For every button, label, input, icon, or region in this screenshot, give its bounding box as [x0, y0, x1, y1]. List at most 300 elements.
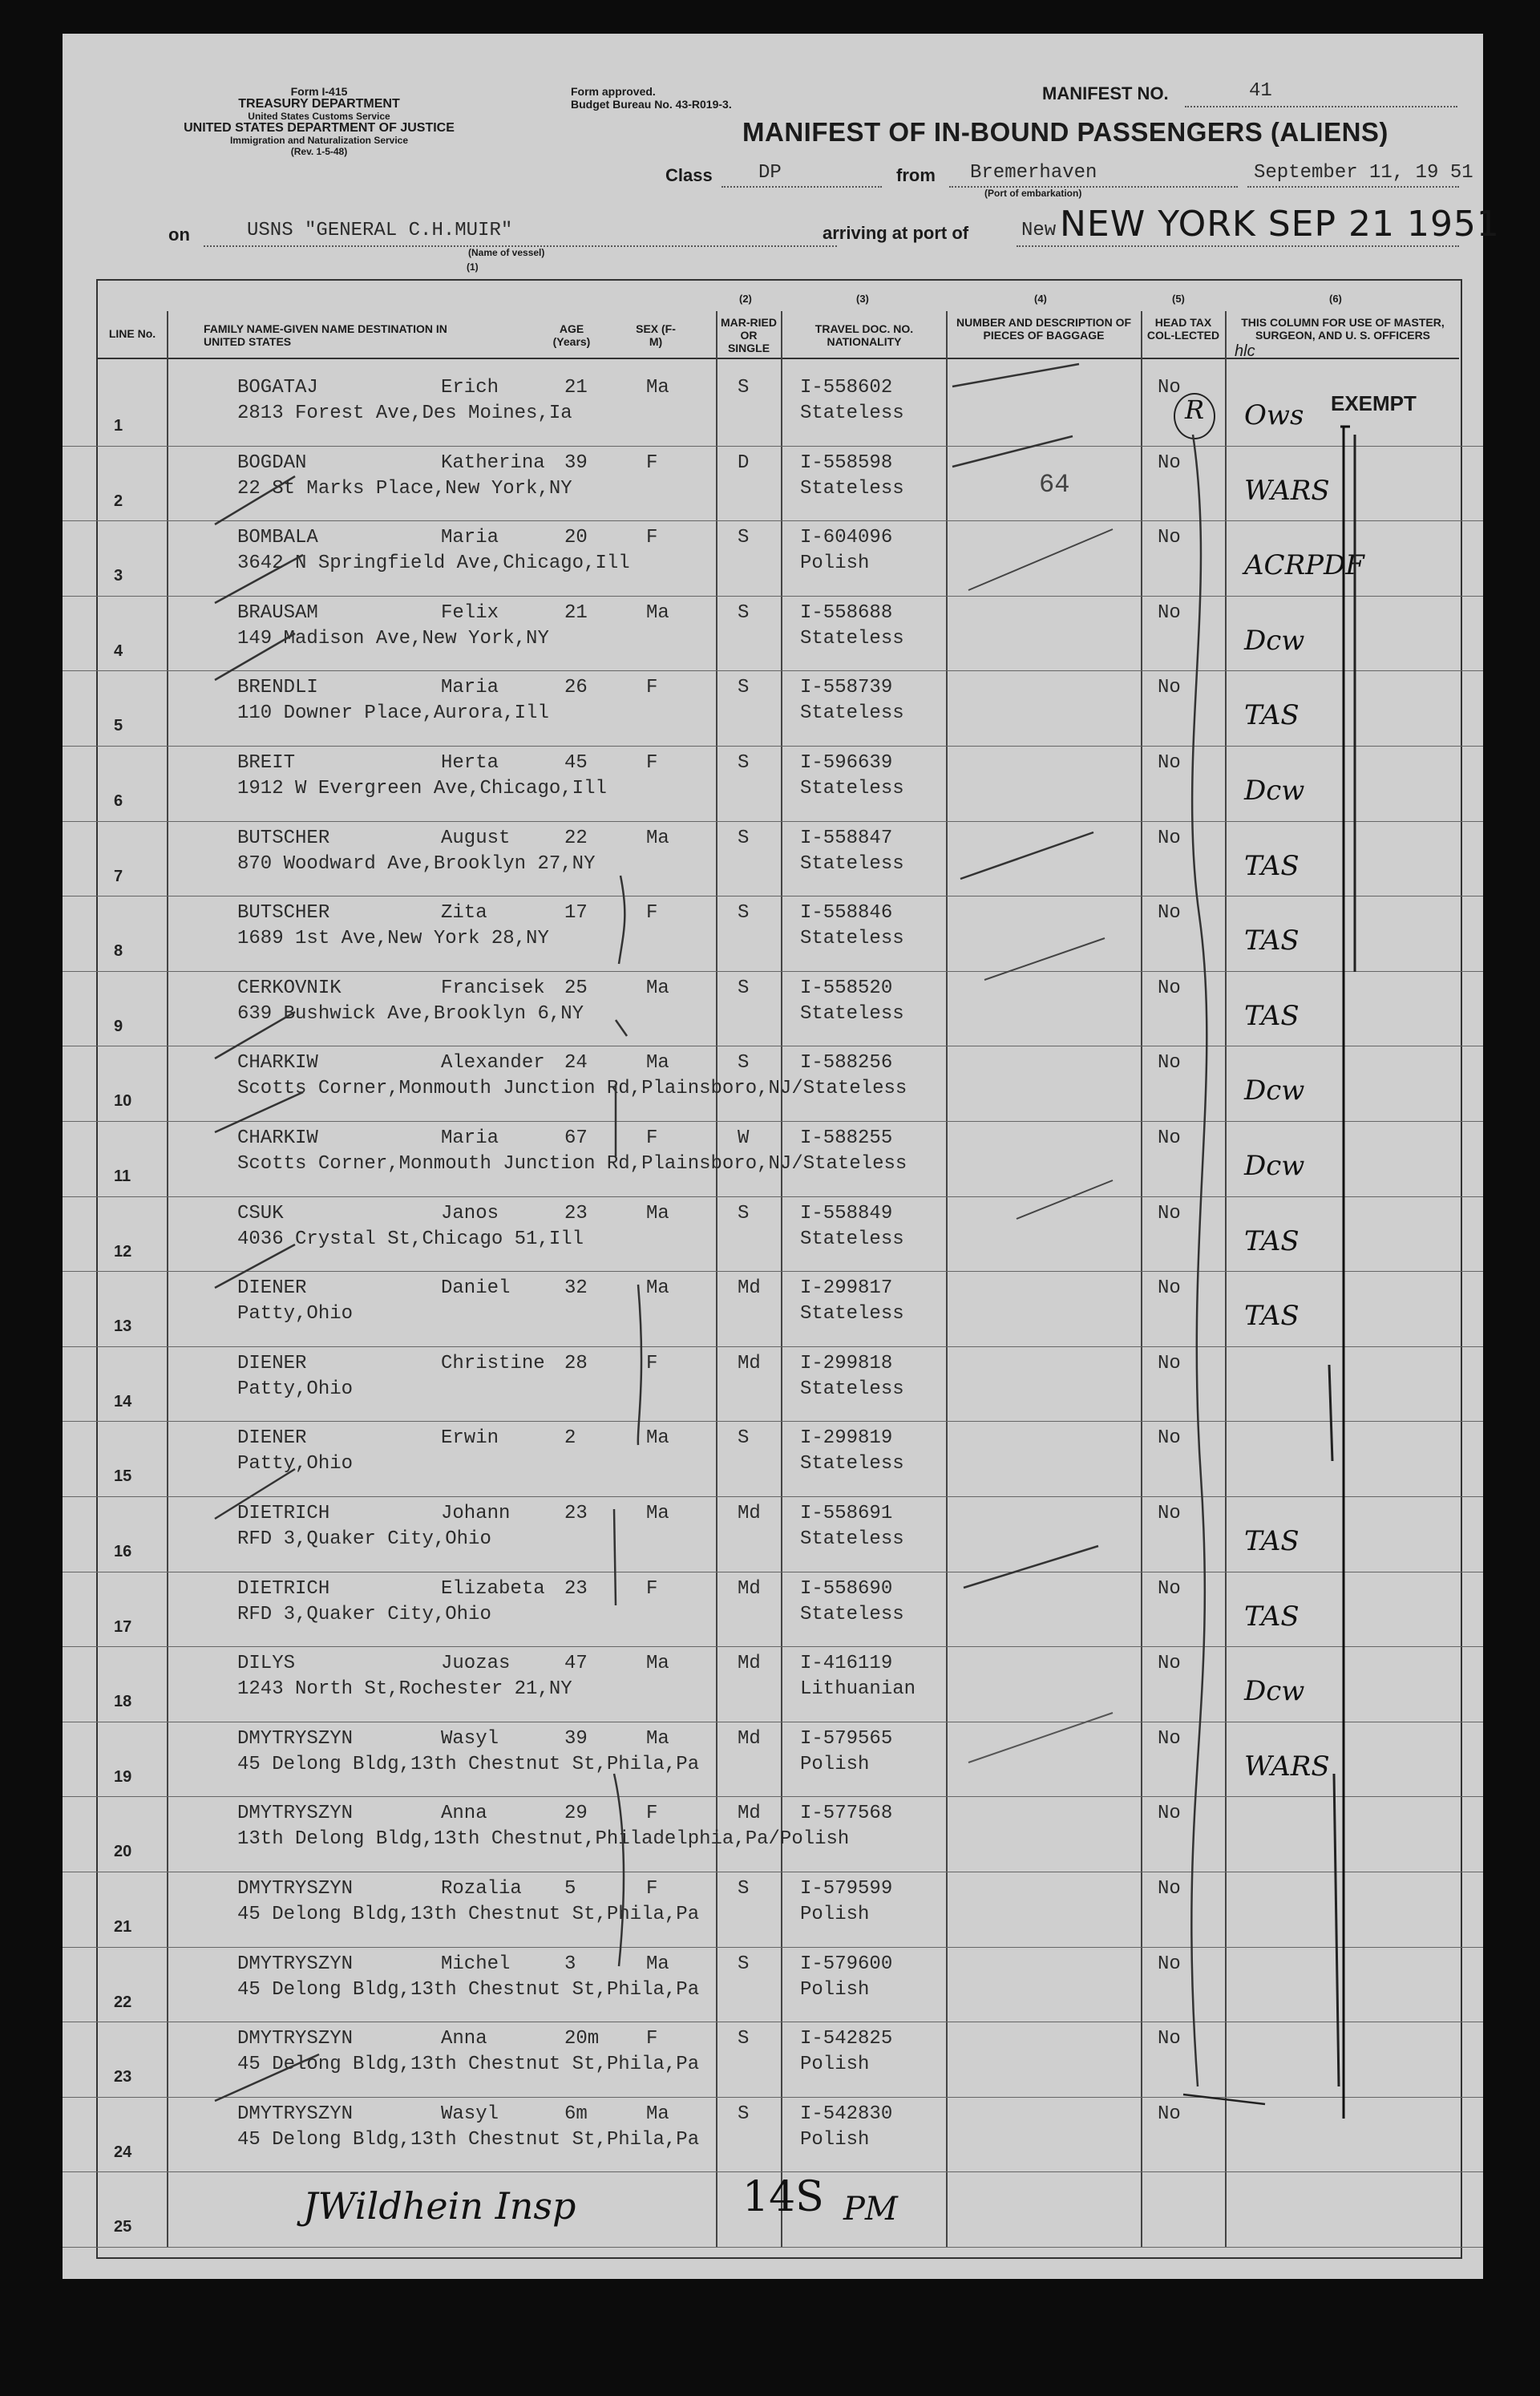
cell-given: Zita	[441, 902, 487, 925]
officer-note: TAS	[1244, 1525, 1300, 1557]
cell-marital: S	[738, 1202, 750, 1224]
name-slash	[215, 2054, 319, 2101]
cell-doc: I-596639	[800, 752, 893, 774]
cell-dest: Patty,Ohio	[237, 1378, 354, 1400]
cell-doc: I-299819	[800, 1427, 893, 1450]
officer-note: TAS	[1244, 849, 1300, 882]
col-num-3: (3)	[856, 293, 869, 305]
handwritten-strokes	[63, 34, 1483, 2279]
cell-dest: 1243 North St,Rochester 21,NY	[237, 1678, 572, 1701]
cell-doc: I-558598	[800, 451, 893, 474]
cell-marital: S	[738, 2028, 750, 2050]
cell-nationality: Stateless	[800, 1303, 904, 1325]
baggage-slash	[952, 364, 1079, 387]
cell-nationality: Stateless	[800, 1603, 904, 1625]
col-officers: THIS COLUMN FOR USE OF MASTER, SURGEON, AND U. S. OFFICERS	[1241, 316, 1445, 342]
col-num-4: (4)	[1034, 293, 1047, 305]
officer-note: TAS	[1244, 1600, 1300, 1633]
cell-dest: 45 Delong Bldg,13th Chestnut St,Phila,Pa	[237, 2054, 700, 2076]
cell-doc: I-558688	[800, 601, 893, 624]
cell-given: Erwin	[441, 1427, 499, 1450]
cell-dest: Patty,Ohio	[237, 1453, 354, 1475]
cell-sex: F	[646, 1352, 658, 1374]
sex-bracket	[614, 1509, 616, 1605]
cell-name: BOGATAJ	[237, 377, 318, 399]
cell-doc: I-558602	[800, 377, 893, 399]
cell-age: 5	[564, 1878, 576, 1900]
sex-bracket	[614, 1774, 624, 1966]
cell-doc: I-299817	[800, 1277, 893, 1300]
cell-nationality: Stateless	[800, 627, 904, 650]
cell-sex: Ma	[646, 1052, 669, 1075]
cell-age: 25	[564, 977, 588, 999]
cell-age: 2	[564, 1427, 576, 1450]
cell-dest: RFD 3,Quaker City,Ohio	[237, 1603, 491, 1625]
from-label: from	[896, 165, 936, 185]
cell-dest: 1912 W Evergreen Ave,Chicago,Ill	[237, 778, 607, 799]
cell-name: DMYTRYSZYN	[237, 1803, 354, 1825]
cell-name: CSUK	[237, 1202, 284, 1224]
cell-dest: 1689 1st Ave,New York 28,NY	[237, 928, 549, 950]
cell-nationality: Stateless	[800, 1228, 904, 1250]
cell-tax: No	[1158, 677, 1181, 699]
cell-doc: I-579599	[800, 1878, 893, 1900]
cell-given: Maria	[441, 527, 499, 549]
cell-sex: F	[646, 752, 658, 774]
name-slash	[215, 1245, 295, 1288]
col-num-5: (5)	[1172, 293, 1185, 305]
cell-age: 23	[564, 1202, 588, 1224]
cell-sex: F	[646, 1803, 658, 1825]
cell-given: Alexander	[441, 1052, 545, 1075]
cell-name: CERKOVNIK	[237, 977, 342, 999]
cell-marital: S	[738, 2103, 750, 2125]
baggage-slash	[960, 832, 1093, 879]
officer-note: TAS	[1244, 699, 1300, 732]
cell-marital: Md	[738, 1803, 761, 1825]
cell-given: Christine	[441, 1352, 545, 1374]
line-number: 19	[114, 1767, 132, 1786]
name-slash	[215, 476, 295, 524]
cell-given: Katherina	[441, 451, 545, 474]
cell-doc: I-588256	[800, 1052, 893, 1075]
cell-sex: F	[646, 1127, 658, 1149]
cell-nationality: Stateless	[800, 403, 904, 424]
cell-tax: No	[1158, 1653, 1181, 1675]
baggage-slash	[968, 529, 1113, 590]
cell-name: BOGDAN	[237, 451, 307, 474]
cell-nationality: Polish	[800, 1978, 870, 2001]
treasury-department: TREASURY DEPARTMENT	[238, 97, 400, 111]
cell-dest: 45 Delong Bldg,13th Chestnut St,Phila,Pa	[237, 1904, 700, 1925]
exempt-stamp: EXEMPT	[1331, 391, 1417, 415]
cell-doc: I-558690	[800, 1577, 893, 1600]
officer-bracket	[1334, 1774, 1339, 2086]
cell-name: CHARKIW	[237, 1052, 318, 1075]
cell-tax: No	[1158, 1953, 1181, 1975]
manifest-sheet	[63, 34, 1500, 2279]
line-number: 2	[114, 492, 123, 510]
cell-tax: No	[1158, 752, 1181, 774]
cell-marital: S	[738, 377, 750, 399]
cell-name: BREIT	[237, 752, 296, 774]
col-age: AGE (Years)	[552, 322, 591, 348]
cell-name: DIENER	[237, 1277, 307, 1300]
cell-age: 47	[564, 1653, 588, 1675]
cell-tax: No	[1158, 1127, 1181, 1149]
cell-doc: I-416119	[800, 1653, 893, 1675]
cell-tax: No	[1158, 1577, 1181, 1600]
officer-note: TAS	[1244, 1224, 1300, 1257]
line-number: 22	[114, 1993, 132, 2011]
cell-name: BUTSCHER	[237, 827, 330, 849]
cell-tax: No	[1158, 1052, 1181, 1075]
officer-bracket	[1329, 1365, 1332, 1461]
cell-dest: 45 Delong Bldg,13th Chestnut St,Phila,Pa	[237, 1753, 700, 1775]
cell-sex: Ma	[646, 1727, 669, 1750]
vessel-caption: (Name of vessel)	[468, 247, 545, 258]
cell-given: Francisek	[441, 977, 545, 999]
cell-doc: I-558739	[800, 677, 893, 699]
cell-nationality: Stateless	[800, 702, 904, 725]
cell-doc: I-558691	[800, 1503, 893, 1524]
cell-nationality: Polish	[800, 2128, 870, 2151]
cell-age: 67	[564, 1127, 588, 1149]
customs-service: United States Customs Service	[248, 111, 390, 122]
cell-sex: Ma	[646, 827, 669, 849]
cell-tax: No	[1158, 2103, 1181, 2125]
from-value: Bremerhaven	[970, 162, 1097, 184]
cell-given: Wasyl	[441, 2103, 499, 2125]
justice-department: UNITED STATES DEPARTMENT OF JUSTICE	[184, 121, 455, 135]
class-value: DP	[758, 162, 782, 184]
cell-nationality: Stateless	[800, 778, 904, 799]
cell-name: CHARKIW	[237, 1127, 318, 1149]
cell-marital: S	[738, 1878, 750, 1900]
cell-nationality: Stateless	[800, 1002, 904, 1025]
cell-sex: Ma	[646, 2103, 669, 2125]
col-sex: SEX (F-M)	[636, 322, 676, 348]
cell-doc: I-542830	[800, 2103, 893, 2125]
cell-sex: Ma	[646, 1202, 669, 1224]
officer-note: Dcw	[1244, 1150, 1305, 1182]
cell-sex: F	[646, 902, 658, 925]
officer-note: WARS	[1244, 474, 1330, 507]
cell-doc: I-558846	[800, 902, 893, 925]
cell-nationality: Polish	[800, 2054, 870, 2076]
cell-marital: S	[738, 1427, 750, 1450]
cell-sex: Ma	[646, 1953, 669, 1975]
approval-line-1: Form approved.	[571, 85, 656, 98]
approval-line-2: Budget Bureau No. 43-R019-3.	[571, 98, 732, 111]
cell-given: August	[441, 827, 511, 849]
sex-bracket	[638, 1285, 641, 1445]
cell-name: DIETRICH	[237, 1577, 330, 1600]
cell-nationality: Polish	[800, 552, 870, 575]
page-title: MANIFEST OF IN-BOUND PASSENGERS (ALIENS)	[742, 117, 1388, 147]
officer-note: WARS	[1244, 1750, 1330, 1783]
cell-age: 17	[564, 902, 588, 925]
cell-marital: S	[738, 752, 750, 774]
cell-name: DMYTRYSZYN	[237, 1727, 354, 1750]
officer-note: Dcw	[1244, 1075, 1305, 1107]
on-label: on	[168, 225, 190, 245]
cell-dest: Scotts Corner,Monmouth Junction Rd,Plainsboro,NJ/Stateless	[237, 1078, 907, 1100]
cell-name: BOMBALA	[237, 527, 318, 549]
cell-sex: F	[646, 2028, 658, 2050]
cell-given: Janos	[441, 1202, 499, 1224]
cell-given: Wasyl	[441, 1727, 499, 1750]
cell-marital: S	[738, 1953, 750, 1975]
name-slash	[215, 1092, 303, 1132]
cell-name: BUTSCHER	[237, 902, 330, 925]
cell-tax: No	[1158, 1878, 1181, 1900]
cell-doc: I-299818	[800, 1352, 893, 1374]
line-number: 18	[114, 1693, 132, 1711]
cell-dest: Scotts Corner,Monmouth Junction Rd,Plainsboro,NJ/Stateless	[237, 1153, 907, 1175]
departure-date: September 11, 19 51	[1254, 162, 1473, 184]
cell-given: Johann	[441, 1503, 511, 1524]
line-number: 12	[114, 1242, 132, 1261]
cell-tax: No	[1158, 601, 1181, 624]
cell-given: Rozalia	[441, 1878, 522, 1900]
line-number: 23	[114, 2068, 132, 2086]
name-slash	[215, 1469, 295, 1519]
cell-given: Michel	[441, 1953, 511, 1975]
cell-marital: S	[738, 677, 750, 699]
cell-sex: F	[646, 527, 658, 549]
sex-bracket	[616, 1020, 627, 1036]
cell-dest: 3642 N Springfield Ave,Chicago,Ill	[237, 552, 630, 575]
officer-note: Dcw	[1244, 1675, 1305, 1708]
cell-nationality: Polish	[800, 1753, 870, 1775]
line-number: 25	[114, 2218, 132, 2236]
inspector-signature: JWildhein Insp	[303, 2184, 576, 2228]
cell-given: Anna	[441, 1803, 487, 1825]
vessel-name: USNS "GENERAL C.H.MUIR"	[247, 220, 513, 241]
name-slash	[215, 633, 295, 680]
line-number: 1	[114, 417, 123, 435]
col-travel-doc: TRAVEL DOC. NO. NATIONALITY	[814, 322, 914, 348]
cell-marital: D	[738, 451, 750, 474]
line-number: 9	[114, 1017, 123, 1035]
immigration-service: Immigration and Naturalization Service	[229, 135, 409, 146]
cell-sex: Ma	[646, 1503, 669, 1524]
line-number: 10	[114, 1092, 132, 1111]
cell-given: Erich	[441, 377, 499, 399]
bottom-count: 14S	[742, 2173, 824, 2221]
cell-doc: I-542825	[800, 2028, 893, 2050]
cell-name: DMYTRYSZYN	[237, 2103, 354, 2125]
cell-tax: No	[1158, 451, 1181, 474]
cell-dest: Patty,Ohio	[237, 1303, 354, 1325]
cell-marital: S	[738, 902, 750, 925]
manifest-no-value: 41	[1249, 80, 1272, 102]
cell-marital: Md	[738, 1577, 761, 1600]
cell-doc: I-579600	[800, 1953, 893, 1975]
cell-dest: 45 Delong Bldg,13th Chestnut St,Phila,Pa	[237, 1978, 700, 2001]
cell-tax: No	[1158, 1727, 1181, 1750]
cell-tax: No	[1158, 1202, 1181, 1224]
cell-tax: No	[1158, 827, 1181, 849]
cell-nationality: Stateless	[800, 928, 904, 950]
cell-given: Maria	[441, 1127, 499, 1149]
col-head-tax: HEAD TAX COL-LECTED	[1146, 316, 1220, 342]
cell-nationality: Stateless	[800, 1528, 904, 1550]
cell-given: Maria	[441, 677, 499, 699]
cell-tax: No	[1158, 377, 1181, 399]
line-number: 8	[114, 942, 123, 961]
arriving-label: arriving at port of	[823, 223, 969, 243]
cell-age: 39	[564, 451, 588, 474]
cell-age: 23	[564, 1577, 588, 1600]
col-name-destination: FAMILY NAME-GIVEN NAME DESTINATION IN UNITED STATES	[204, 322, 447, 348]
cell-dest: 870 Woodward Ave,Brooklyn 27,NY	[237, 852, 596, 875]
cell-sex: F	[646, 677, 658, 699]
cell-doc: I-558520	[800, 977, 893, 999]
col-num-2: (2)	[739, 293, 752, 305]
head-tax-mark: R	[1174, 393, 1215, 439]
cell-sex: Ma	[646, 977, 669, 999]
cell-nationality: Stateless	[800, 1453, 904, 1475]
name-slash	[215, 555, 303, 603]
officer-note: Dcw	[1244, 624, 1305, 657]
cell-dest: 110 Downer Place,Aurora,Ill	[237, 702, 549, 725]
baggage-slash	[952, 436, 1073, 467]
hlc-mark: hlc	[1235, 342, 1255, 360]
cell-sex: F	[646, 1577, 658, 1600]
line-number: 21	[114, 1918, 132, 1936]
cell-age: 3	[564, 1953, 576, 1975]
cell-age: 32	[564, 1277, 588, 1300]
cell-dest: 45 Delong Bldg,13th Chestnut St,Phila,Pa	[237, 2128, 700, 2151]
cell-name: DMYTRYSZYN	[237, 2028, 354, 2050]
cell-name: DMYTRYSZYN	[237, 1953, 354, 1975]
cell-doc: I-604096	[800, 527, 893, 549]
cell-nationality: Stateless	[800, 852, 904, 875]
cell-doc: I-579565	[800, 1727, 893, 1750]
line-number: 14	[114, 1392, 132, 1410]
col-married: MAR-RIED OR SINGLE	[721, 316, 777, 354]
line-number: 7	[114, 867, 123, 885]
cell-age: 39	[564, 1727, 588, 1750]
cell-dest: 13th Delong Bldg,13th Chestnut,Philadelphia,Pa/Polish	[237, 1828, 850, 1851]
cell-name: DIETRICH	[237, 1503, 330, 1524]
cell-sex: F	[646, 451, 658, 474]
cell-tax: No	[1158, 2028, 1181, 2050]
cell-nationality: Polish	[800, 1904, 870, 1925]
cell-age: 6m	[564, 2103, 588, 2125]
cell-name: DIENER	[237, 1427, 307, 1450]
cell-age: 26	[564, 677, 588, 699]
bottom-initials: PM	[843, 2191, 898, 2228]
cell-dest: RFD 3,Quaker City,Ohio	[237, 1528, 491, 1550]
cell-given: Daniel	[441, 1277, 511, 1300]
cell-marital: W	[738, 1127, 750, 1149]
cell-dest: 149 Madison Ave,New York,NY	[237, 627, 549, 650]
cell-tax: No	[1158, 1803, 1181, 1825]
cell-age: 45	[564, 752, 588, 774]
cell-nationality: Stateless	[800, 477, 904, 500]
cell-name: BRAUSAM	[237, 601, 318, 624]
line-number: 17	[114, 1617, 132, 1636]
cell-name: BRENDLI	[237, 677, 318, 699]
cell-name: DILYS	[237, 1653, 296, 1675]
cell-age: 22	[564, 827, 588, 849]
head-tax-wave	[1191, 435, 1207, 2086]
col-baggage: NUMBER AND DESCRIPTION OF PIECES OF BAGGAGE	[956, 316, 1132, 342]
cell-dest: 4036 Crystal St,Chicago 51,Ill	[237, 1228, 584, 1250]
cell-tax: No	[1158, 1352, 1181, 1374]
cell-tax: No	[1158, 1503, 1181, 1524]
arrival-stamp: NEW YORK SEP 21 1951	[1060, 204, 1500, 245]
cell-doc: I-558847	[800, 827, 893, 849]
col-num-1: (1)	[467, 261, 479, 273]
baggage-slash	[984, 938, 1105, 980]
col-num-6: (6)	[1329, 293, 1342, 305]
baggage-slash	[1017, 1180, 1113, 1219]
exempt-line	[1340, 427, 1350, 2119]
cell-tax: No	[1158, 977, 1181, 999]
name-slash	[215, 1012, 295, 1058]
cell-doc: I-558849	[800, 1202, 893, 1224]
cell-dest: 639 Bushwick Ave,Brooklyn 6,NY	[237, 1002, 584, 1025]
form-revision: (Rev. 1-5-48)	[290, 146, 348, 157]
cell-marital: Md	[738, 1277, 761, 1300]
line-number: 11	[114, 1168, 131, 1185]
form-number: Form I-415	[290, 85, 348, 98]
tax-slash	[1183, 2094, 1265, 2104]
cell-age: 29	[564, 1803, 588, 1825]
officer-note: TAS	[1244, 1300, 1300, 1333]
cell-age: 21	[564, 601, 588, 624]
cell-given: Felix	[441, 601, 499, 624]
cell-nationality: Lithuanian	[800, 1678, 916, 1701]
cell-given: Elizabeta	[441, 1577, 545, 1600]
cell-sex: Ma	[646, 601, 669, 624]
sex-bracket	[619, 876, 624, 964]
manifest-no-label: MANIFEST NO.	[1042, 83, 1169, 103]
class-label: Class	[665, 165, 713, 185]
cell-age: 20m	[564, 2028, 600, 2050]
cell-given: Juozas	[441, 1653, 511, 1675]
arrival-port-typed: New	[1021, 220, 1057, 241]
cell-age: 24	[564, 1052, 588, 1075]
cell-age: 23	[564, 1503, 588, 1524]
baggage-slash	[968, 1713, 1113, 1763]
officer-note: Dcw	[1244, 775, 1305, 807]
cell-nationality: Stateless	[800, 1378, 904, 1400]
cell-age: 28	[564, 1352, 588, 1374]
officer-note: ACRPDF	[1244, 549, 1364, 582]
line-number: 3	[114, 567, 123, 585]
cell-name: DMYTRYSZYN	[237, 1878, 354, 1900]
line-number: 16	[114, 1543, 132, 1560]
line-number: 24	[114, 2143, 132, 2161]
cell-sex: Ma	[646, 377, 669, 399]
cell-tax: No	[1158, 1277, 1181, 1300]
cell-sex: F	[646, 1878, 658, 1900]
officer-note: TAS	[1244, 999, 1300, 1032]
line-number: 4	[114, 641, 123, 660]
cell-given: Herta	[441, 752, 499, 774]
officer-note: Ows	[1244, 399, 1304, 431]
cell-doc: I-577568	[800, 1803, 893, 1825]
baggage-slash	[964, 1546, 1098, 1588]
cell-dest: 22 St Marks Place,New York,NY	[237, 477, 572, 500]
cell-name: DIENER	[237, 1352, 307, 1374]
cell-marital: S	[738, 601, 750, 624]
